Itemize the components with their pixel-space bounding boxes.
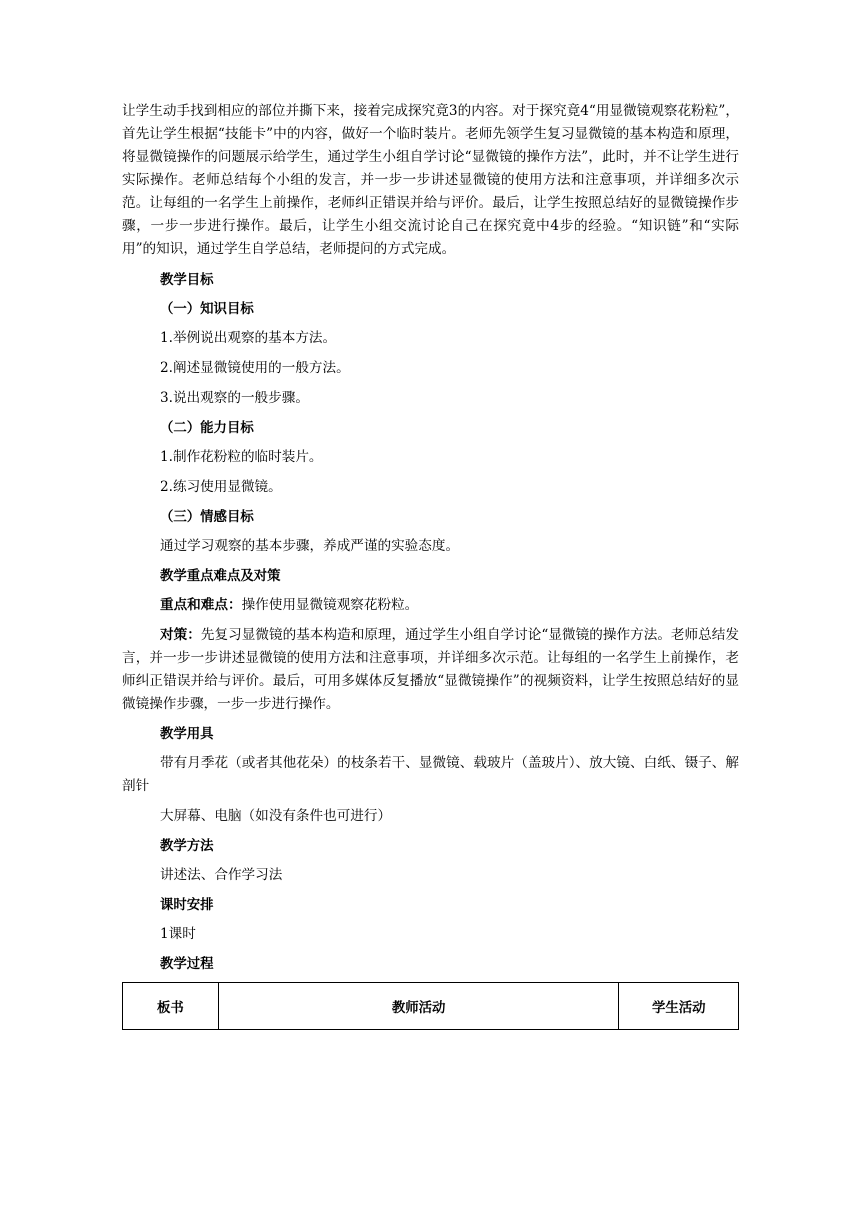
intro-paragraph: 让学生动手找到相应的部位并撕下来，接着完成探究竟3的内容。对于探究竟4“用显微镜观察花粉粒”，首先让学生根据“技能卡”中的内容，做好一个临时装片。老师先领学生复习显微镜的基本构造和原理，将显微镜操作的问题展示给学生，通过学生小组自学讨论“显微镜的操作方法”，此时，并不让学生进行实际操作。老师总结每个小组的发言，并一步一步讲述显微镜的使用方法和注意事项，并详细多次示范。让每组的一名学生上前操作，老师纠正错误并给与评价。最后，让学生按照总结好的显微镜操作步骤，一步一步进行操作。最后，让学生小组交流讨论自己在探究竟中4步的经验。“知识链”和“实际用”的知识，通过学生自学总结，老师提问的方式完成。 <box>122 103 739 257</box>
strategy-label: 对策： <box>160 627 201 643</box>
schedule-heading: 课时安排 <box>160 898 214 913</box>
focus-paragraph <box>122 594 739 617</box>
emotion-goals-title: （三）情感目标 <box>160 510 254 525</box>
column-header-teacher: 教师活动 <box>218 983 619 1030</box>
strategy-text: 先复习显微镜的基本构造和原理，通过学生小组自学讨论“显微镜的操作方法。老师总结发言，并一步一步讲述显微镜的使用方法和注意事项，并详细多次示范。让每组的一名学生上前操作，老师纠正错误并给与评价。最后，可用多媒体反复播放“显微镜操作”的视频资料，让学生按照总结好的显微镜操作步骤，一步一步进行操作。 <box>122 627 740 712</box>
key-heading: 教学重点难点及对策 <box>160 569 281 584</box>
process-table-header-row <box>123 983 739 1030</box>
tools-line-1: 带有月季花（或者其他花朵）的枝条若干、显微镜、载玻片（盖玻片）、放大镜、白纸、镊子、解剖针 <box>122 755 739 794</box>
knowledge-goal-item: 3.说出观察的一般步骤。 <box>160 390 309 406</box>
method-text: 讲述法、合作学习法 <box>160 867 283 883</box>
column-header-blackboard: 板书 <box>123 983 219 1030</box>
knowledge-goal-item: 2.阐述显微镜使用的一般方法。 <box>160 360 350 376</box>
emotion-goal-text: 通过学习观察的基本步骤，养成严谨的实验态度。 <box>160 538 460 554</box>
process-table <box>122 982 739 1030</box>
knowledge-goals-title: （一）知识目标 <box>160 302 254 317</box>
document-page <box>122 100 739 1030</box>
column-header-student: 学生活动 <box>619 983 739 1030</box>
method-heading: 教学方法 <box>160 839 214 854</box>
goals-heading: 教学目标 <box>160 273 214 288</box>
tools-heading: 教学用具 <box>160 727 214 742</box>
ability-goal-item: 2.练习使用显微镜。 <box>160 479 282 495</box>
tools-line-2: 大屏幕、电脑（如没有条件也可进行） <box>160 808 392 824</box>
focus-text: 操作使用显微镜观察花粉粒。 <box>241 597 419 613</box>
strategy-paragraph <box>122 624 739 716</box>
schedule-text: 1课时 <box>160 926 196 942</box>
ability-goals-title: （二）能力目标 <box>160 421 254 436</box>
ability-goal-item: 1.制作花粉粒的临时装片。 <box>160 449 323 465</box>
knowledge-goal-item: 1.举例说出观察的基本方法。 <box>160 330 337 346</box>
process-heading: 教学过程 <box>160 957 214 972</box>
focus-label: 重点和难点： <box>160 597 242 613</box>
